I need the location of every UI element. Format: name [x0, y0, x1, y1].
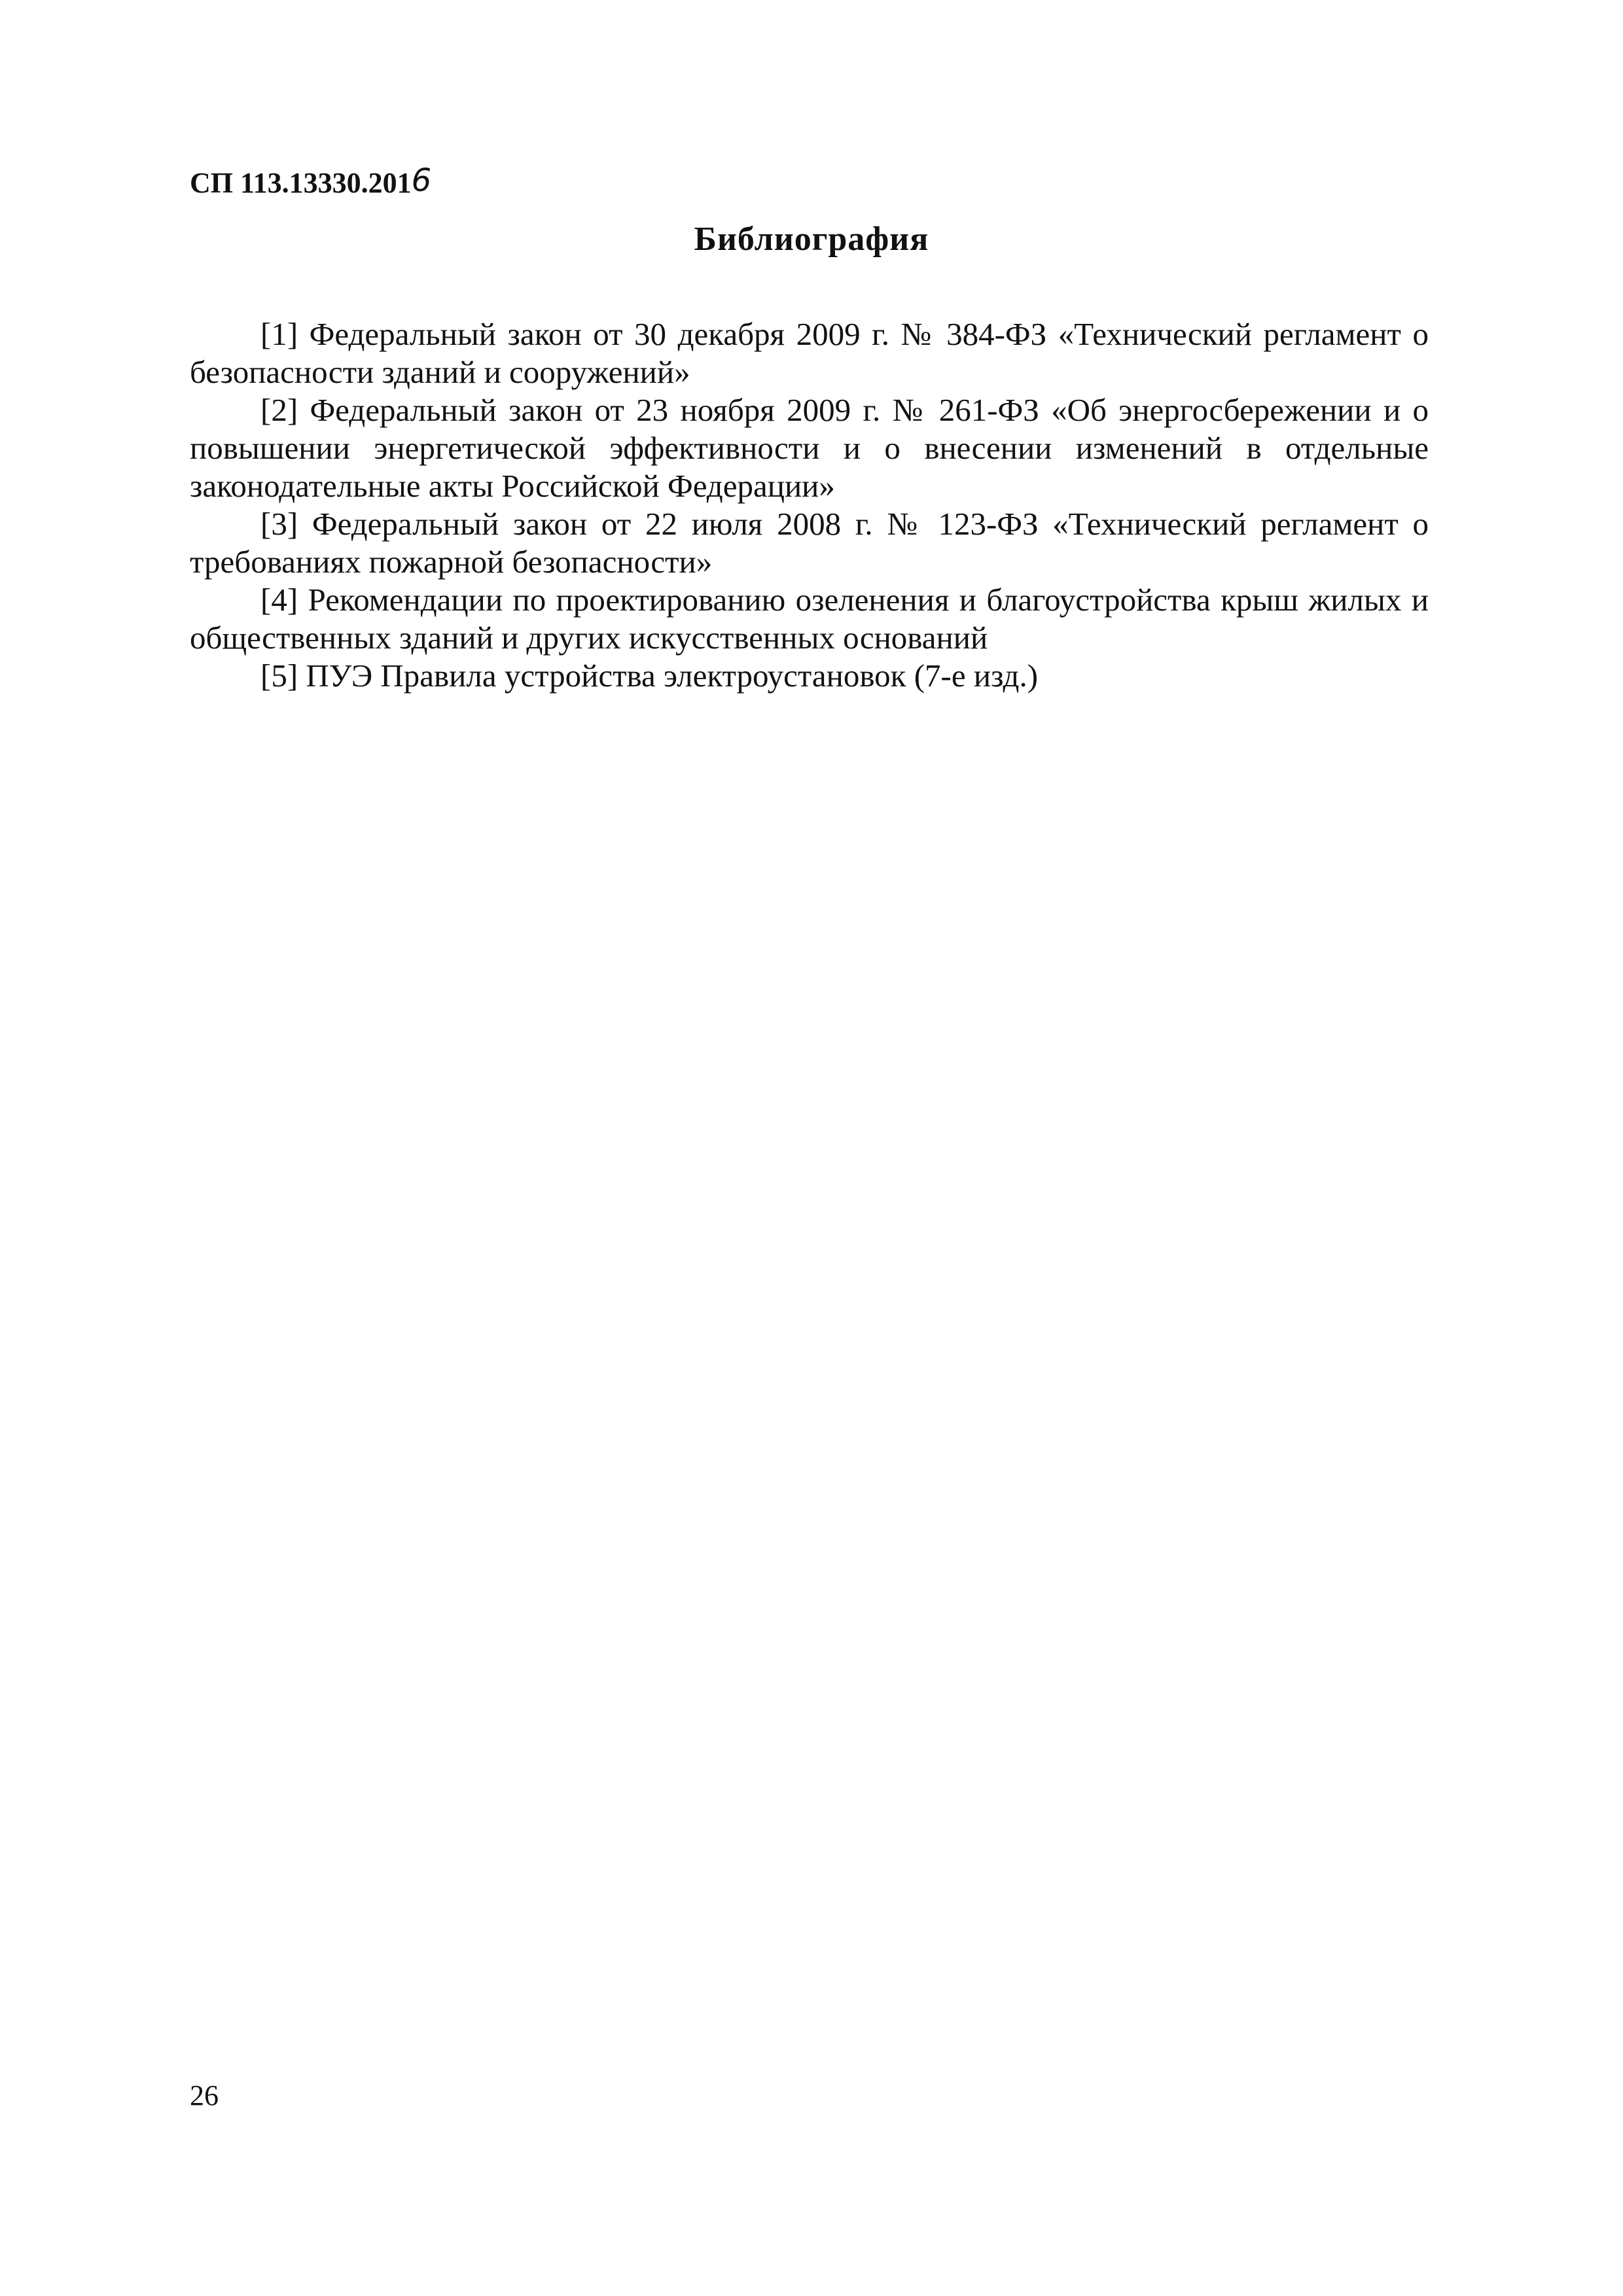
bibliography-entry-3: [3] Федеральный закон от 22 июля 2008 г. № 123-ФЗ «Технический регламент о требованиях пожарной безопасности»	[190, 506, 1429, 580]
document-code-handwritten-suffix: 6	[411, 162, 432, 199]
bibliography-entry-5: [5] ПУЭ Правила устройства электроустановок (7-е изд.)	[260, 658, 1039, 694]
bibliography-entry-1: [1] Федеральный закон от 30 декабря 2009 г. № 384-ФЗ «Технический регламент о безопасности зданий и сооружений»	[190, 316, 1429, 390]
page-title: Библиография	[694, 221, 929, 258]
bibliography-list	[190, 315, 1429, 695]
bibliography-entry-2: [2] Федеральный закон от 23 ноября 2009 г. № 261-ФЗ «Об энергосбережении и о повышении энергетической эффективности и о внесении изменений в отдельные законодательные акты Российской Федерации»	[190, 392, 1429, 504]
page-number: 26	[190, 2079, 219, 2111]
document-code-text: СП 113.13330.201	[190, 167, 412, 199]
document-code	[190, 164, 431, 200]
bibliography-entry-4: [4] Рекомендации по проектированию озеленения и благоустройства крыш жилых и общественных зданий и других искусственных оснований	[190, 582, 1429, 656]
